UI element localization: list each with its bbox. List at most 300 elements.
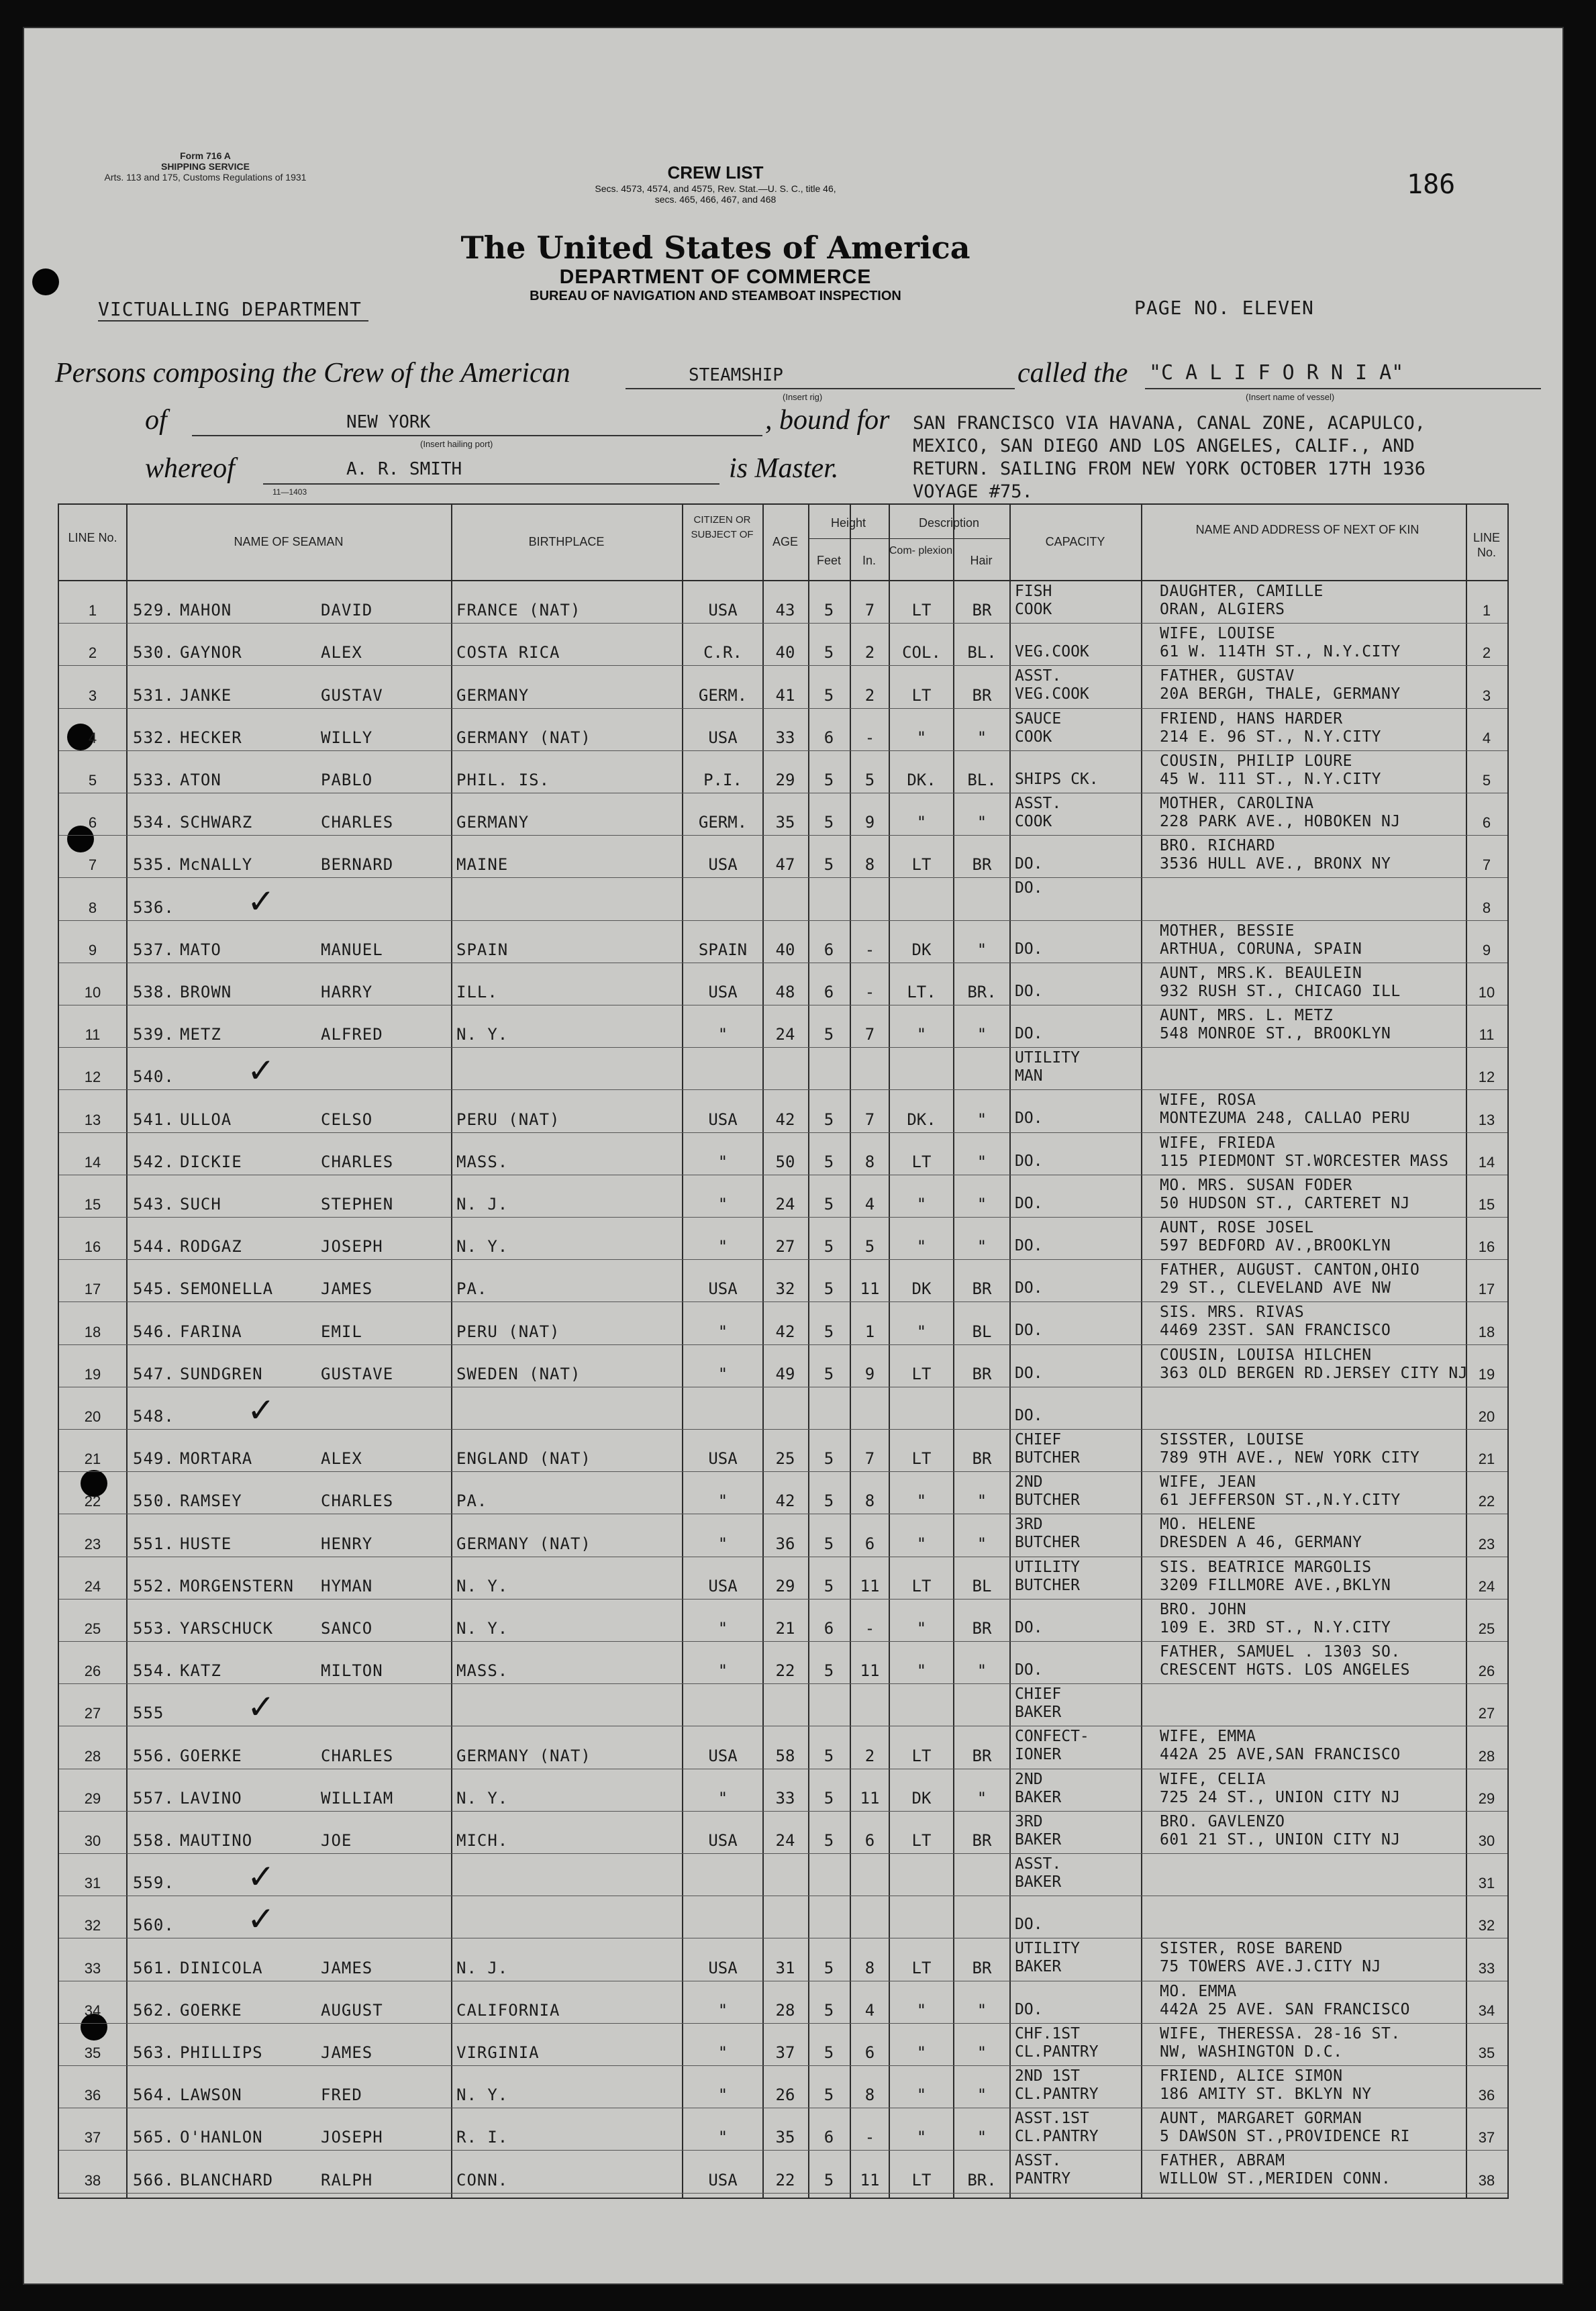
capacity-line: BUTCHER: [1015, 1576, 1080, 1594]
hair: BL.: [967, 643, 997, 662]
citizenship: USA: [708, 1110, 738, 1129]
line-number: 25: [84, 1620, 101, 1637]
complexion: ": [916, 728, 927, 747]
kin-line: FATHER, ABRAM: [1160, 2152, 1285, 2170]
kin-line: 20A BERGH, THALE, GERMANY: [1160, 685, 1401, 703]
line-number-right: 1: [1482, 602, 1491, 620]
kin-line: MOTHER, CAROLINA: [1160, 795, 1314, 812]
height-feet: 5: [824, 1449, 834, 1469]
citizenship: USA: [708, 1958, 738, 1977]
line-number-right: 12: [1478, 1069, 1495, 1086]
age: 41: [775, 685, 795, 705]
citizenship: ": [717, 1025, 728, 1044]
height-feet: 5: [824, 1830, 834, 1850]
line-number-right: 5: [1482, 771, 1491, 789]
citizenship: GERM.: [698, 813, 748, 832]
complexion: LT: [911, 1152, 932, 1171]
height-feet: 5: [824, 813, 834, 832]
capacity-line: DO.: [1015, 1618, 1043, 1636]
birthplace: COSTA RICA: [456, 643, 560, 662]
table-row: [59, 1726, 1507, 1769]
height-feet: 6: [824, 728, 834, 747]
table-row: [59, 2151, 1507, 2193]
hair: BR: [972, 685, 992, 705]
col-name: NAME OF SEAMAN: [234, 535, 344, 548]
capacity-line: [1015, 1134, 1043, 1152]
birthplace: PHIL. IS.: [456, 770, 550, 789]
height-feet: 5: [824, 1746, 834, 1765]
capacity-line: CONFECT-: [1015, 1728, 1089, 1746]
seaman-surname: DICKIE: [180, 1152, 242, 1171]
seaman-surname: PHILLIPS: [180, 2043, 263, 2062]
height-inches: -: [864, 2128, 875, 2147]
birthplace: MASS.: [456, 1661, 509, 1681]
citizenship: USA: [708, 1449, 738, 1469]
seaman-surname: MAHON: [180, 601, 232, 620]
citizenship: GERM.: [698, 685, 748, 705]
capacity-line: [1015, 1643, 1043, 1661]
table-row: [59, 1684, 1507, 1726]
table-row: [59, 1387, 1507, 1430]
line-number: 27: [84, 1705, 101, 1722]
birthplace: GERMANY (NAT): [456, 728, 591, 747]
line-number: 29: [84, 1789, 101, 1807]
height-feet: 6: [824, 2128, 834, 2147]
kin-line: SIS. MRS. RIVAS: [1160, 1304, 1305, 1322]
table-row: [59, 1812, 1507, 1854]
kin-line: 601 21 ST., UNION CITY NJ: [1160, 1830, 1401, 1849]
seaman-name: [133, 1873, 421, 1892]
line-number-right: 6: [1482, 814, 1491, 832]
seaman-given-name: JAMES: [321, 2043, 373, 2062]
capacity: [1015, 1516, 1080, 1552]
capacity: [1015, 1091, 1043, 1128]
rig-value: STEAMSHIP: [689, 365, 783, 385]
hair: BR: [972, 1830, 992, 1850]
height-feet: 5: [824, 1025, 834, 1044]
hair: ": [977, 1788, 987, 1808]
age: 29: [775, 1576, 795, 1595]
line-number-right: 7: [1482, 856, 1491, 874]
capacity-line: DO.: [1015, 855, 1043, 873]
kin-line: 186 AMITY ST. BKLYN NY: [1160, 2085, 1372, 2103]
seaman-number: 564.: [133, 2085, 174, 2105]
capacity-line: CL.PANTRY: [1015, 2128, 1099, 2146]
capacity: [1015, 752, 1099, 789]
kin-line: 5 DAWSON ST.,PROVIDENCE RI: [1160, 2128, 1411, 2146]
age: 50: [775, 1152, 795, 1171]
seaman-given-name: ALEX: [321, 1449, 362, 1469]
height-inches: -: [864, 982, 875, 1001]
line-number: 14: [84, 1153, 101, 1171]
capacity-line: DO.: [1015, 1661, 1043, 1679]
citizenship: ": [717, 1661, 728, 1681]
seaman-surname: GOERKE: [180, 2000, 242, 2020]
age: 29: [775, 770, 795, 789]
birthplace: N. Y.: [456, 2085, 509, 2105]
capacity-line: DO.: [1015, 2000, 1043, 2018]
complexion: ": [916, 2128, 927, 2147]
kin-line: FATHER, AUGUST. CANTON,OHIO: [1160, 1261, 1420, 1279]
seaman-number: 555: [133, 1704, 164, 1723]
seaman-given-name: JAMES: [321, 1958, 373, 1977]
seaman-name: [133, 1959, 421, 1977]
capacity-line: [1015, 837, 1043, 855]
complexion: DK: [911, 1788, 932, 1808]
complexion: ": [916, 1618, 927, 1638]
capacity-line: CHF.1ST: [1015, 2024, 1080, 2043]
seaman-number: 534.: [133, 813, 174, 832]
seaman-given-name: ALFRED: [321, 1025, 383, 1044]
capacity-line: DO.: [1015, 940, 1043, 958]
line-number: 3: [88, 687, 97, 704]
birthplace: N. J.: [456, 1958, 509, 1977]
citizenship: USA: [708, 2170, 738, 2190]
seaman-given-name: EMIL: [321, 1322, 362, 1341]
citizenship: USA: [708, 1746, 738, 1765]
of-text: of: [145, 405, 167, 436]
line-number-right: 29: [1478, 1789, 1495, 1807]
seaman-number: 558.: [133, 1830, 174, 1850]
hair: BR: [972, 855, 992, 875]
table-row: [59, 836, 1507, 878]
form-regs: Arts. 113 and 175, Customs Regulations of 1931: [104, 172, 307, 183]
seaman-given-name: ALEX: [321, 643, 362, 662]
capacity: [1015, 1219, 1043, 1255]
hair: ": [977, 1025, 987, 1044]
height-inches: 2: [864, 643, 875, 662]
capacity-line: DO.: [1015, 1237, 1043, 1255]
capacity-line: DO.: [1015, 982, 1043, 1000]
country-heading: The United States of America: [460, 230, 970, 266]
next-of-kin: [1160, 1091, 1410, 1128]
kin-line: 548 MONROE ST., BROOKLYN: [1160, 1025, 1391, 1042]
complexion: LT: [911, 2170, 932, 2190]
age: 35: [775, 813, 795, 832]
table-row: [59, 1005, 1507, 1048]
seaman-given-name: HYMAN: [321, 1576, 373, 1595]
height-inches: -: [864, 1618, 875, 1638]
height-inches: 7: [864, 1025, 875, 1044]
capacity-line: [1015, 1219, 1043, 1237]
seaman-surname: YARSCHUCK: [180, 1618, 274, 1638]
seaman-name: [133, 1534, 421, 1553]
hair: ": [977, 2085, 987, 2105]
complexion: LT: [911, 1830, 932, 1850]
kin-line: WIFE, LOUISE: [1160, 625, 1276, 643]
seaman-number: 540.: [133, 1067, 174, 1087]
kin-line: ARTHUA, CORUNA, SPAIN: [1160, 940, 1362, 958]
complexion: LT: [911, 1746, 932, 1765]
line-number: 12: [84, 1069, 101, 1086]
line-number: 32: [84, 1917, 101, 1934]
capacity-line: SAUCE: [1015, 709, 1062, 728]
seaman-given-name: PABLO: [321, 770, 373, 789]
kin-line: 45 W. 111 ST., N.Y.CITY: [1160, 770, 1381, 788]
form-title: CREW LIST: [667, 162, 764, 183]
line-number-right: 9: [1482, 941, 1491, 958]
line-number-right: 30: [1478, 1832, 1495, 1849]
col-feet: Feet: [816, 554, 842, 567]
hair: BR: [972, 601, 992, 620]
seaman-given-name: CHARLES: [321, 1152, 394, 1171]
height-inches: 7: [864, 1110, 875, 1129]
line-number-right: 23: [1478, 1535, 1495, 1553]
seaman-surname: DINICOLA: [180, 1958, 263, 1977]
seaman-name: [133, 1025, 421, 1044]
seaman-number: 539.: [133, 1025, 174, 1044]
height-feet: 6: [824, 940, 834, 959]
birthplace: FRANCE (NAT): [456, 601, 581, 620]
capacity: [1015, 1559, 1080, 1595]
hair: BR: [972, 1958, 992, 1977]
table-row: [59, 963, 1507, 1005]
kin-line: FATHER, GUSTAV: [1160, 667, 1295, 685]
citizenship: ": [717, 1152, 728, 1171]
capacity-line: [1015, 1261, 1043, 1279]
line-number-right: 10: [1478, 983, 1495, 1001]
persons-text: Persons composing the Crew of the American: [55, 358, 570, 389]
seaman-name: [133, 1661, 421, 1680]
seaman-name: [133, 2043, 421, 2062]
line-number: 34: [84, 2002, 101, 2019]
complexion: ": [916, 1322, 927, 1341]
bureau-heading: BUREAU OF NAVIGATION AND STEAMBOAT INSPECTION: [530, 289, 901, 303]
capacity-line: SHIPS CK.: [1015, 770, 1099, 788]
capacity-line: UTILITY: [1015, 1940, 1080, 1958]
hair: BR: [972, 1279, 992, 1299]
seaman-name: [133, 728, 421, 747]
kin-line: MO. MRS. SUSAN FODER: [1160, 1176, 1352, 1194]
seaman-surname: RODGAZ: [180, 1237, 242, 1257]
seaman-name: [133, 1747, 421, 1765]
seaman-surname: BROWN: [180, 982, 232, 1001]
line-number-right: 14: [1478, 1153, 1495, 1171]
seaman-surname: KATZ: [180, 1661, 221, 1681]
height-feet: 5: [824, 1279, 834, 1299]
punch-hole-1: [32, 268, 59, 295]
birthplace: R. I.: [456, 2128, 509, 2147]
citizenship: C.R.: [703, 643, 742, 662]
col-inches: In.: [862, 554, 876, 567]
hair: BR: [972, 1746, 992, 1765]
seaman-number: 553.: [133, 1618, 174, 1638]
kin-line: SIS. BEATRICE MARGOLIS: [1160, 1558, 1372, 1576]
birthplace: N. Y.: [456, 1237, 509, 1257]
height-inches: 11: [860, 2170, 880, 2190]
capacity-line: [1015, 1007, 1043, 1025]
next-of-kin: [1160, 1473, 1401, 1510]
seaman-given-name: JOSEPH: [321, 2128, 383, 2147]
seaman-number: 545.: [133, 1279, 174, 1299]
complexion: ": [916, 813, 927, 832]
height-feet: 5: [824, 1364, 834, 1383]
seaman-surname: HECKER: [180, 728, 242, 747]
seaman-surname: SUNDGREN: [180, 1364, 263, 1383]
height-feet: 5: [824, 1576, 834, 1595]
whereof-text: whereof: [145, 453, 235, 484]
seaman-number: 541.: [133, 1110, 174, 1129]
line-number: 37: [84, 2129, 101, 2147]
age: 33: [775, 1788, 795, 1808]
capacity-line: DO.: [1015, 1916, 1043, 1934]
height-feet: 5: [824, 1237, 834, 1257]
kin-line: BRO. GAVLENZO: [1160, 1812, 1285, 1830]
table-row: [59, 1302, 1507, 1344]
seaman-name: [133, 1789, 421, 1808]
seaman-surname: BLANCHARD: [180, 2170, 274, 2190]
next-of-kin: [1160, 922, 1362, 958]
checkmark-icon: ✓: [247, 1390, 275, 1430]
complexion: DK: [911, 940, 932, 959]
capacity-line: DO.: [1015, 1025, 1043, 1042]
capacity-line: COOK: [1015, 813, 1052, 830]
capacity-line: BAKER: [1015, 1704, 1062, 1722]
capacity: [1015, 583, 1052, 619]
next-of-kin: [1160, 2067, 1372, 2104]
next-of-kin: [1160, 752, 1381, 789]
complexion: LT: [911, 685, 932, 705]
col-citizen: CITIZEN OR SUBJECT OF: [691, 514, 754, 540]
seaman-given-name: CELSO: [321, 1110, 373, 1129]
table-row: [59, 1175, 1507, 1218]
capacity-line: ASST.: [1015, 667, 1062, 685]
line-number-right: 26: [1478, 1663, 1495, 1680]
table-row: [59, 1514, 1507, 1557]
line-number: 4: [88, 729, 97, 746]
line-number-right: 34: [1478, 2002, 1495, 2019]
table-row: [59, 1769, 1507, 1812]
line-number-right: 25: [1478, 1620, 1495, 1637]
capacity-line: [1015, 1177, 1043, 1195]
height-inches: 11: [860, 1788, 880, 1808]
height-inches: 9: [864, 813, 875, 832]
height-feet: 6: [824, 982, 834, 1001]
birthplace: N. Y.: [456, 1618, 509, 1638]
seaman-number: 561.: [133, 1958, 174, 1977]
capacity-line: DO.: [1015, 879, 1043, 897]
table-row: [59, 666, 1507, 708]
birthplace: MAINE: [456, 855, 509, 875]
seaman-given-name: STEPHEN: [321, 1194, 394, 1214]
citizenship: SPAIN: [698, 940, 748, 959]
seaman-name: [133, 1110, 421, 1129]
line-number: 28: [84, 1747, 101, 1765]
citizenship: USA: [708, 982, 738, 1001]
capacity: [1015, 1643, 1043, 1679]
next-of-kin: [1160, 965, 1401, 1001]
capacity-line: COOK: [1015, 728, 1052, 746]
kin-line: 75 TOWERS AVE.J.CITY NJ: [1160, 1958, 1381, 1976]
capacity: [1015, 625, 1089, 661]
seaman-surname: MORTARA: [180, 1449, 253, 1469]
route-line-2: MEXICO, SAN DIEGO AND LOS ANGELES, CALIF., AND: [913, 436, 1415, 456]
next-of-kin: [1160, 710, 1381, 746]
seaman-given-name: HARRY: [321, 982, 373, 1001]
kin-line: FRIEND, HANS HARDER: [1160, 709, 1343, 728]
height-feet: 6: [824, 1618, 834, 1638]
kin-line: 228 PARK AVE., HOBOKEN NJ: [1160, 813, 1401, 830]
height-inches: 6: [864, 1830, 875, 1850]
complexion: ": [916, 1491, 927, 1511]
line-number-right: 19: [1478, 1365, 1495, 1383]
line-number-right: 13: [1478, 1111, 1495, 1128]
complexion: LT: [911, 1449, 932, 1469]
kin-line: WIFE, FRIEDA: [1160, 1134, 1276, 1152]
seaman-number: 532.: [133, 728, 174, 747]
col-complexion: Com- plexion: [889, 545, 953, 556]
height-inches: 7: [864, 1449, 875, 1469]
next-of-kin: [1160, 2025, 1401, 2061]
page-label: PAGE NO. ELEVEN: [1134, 297, 1314, 319]
table-row: [59, 878, 1507, 920]
capacity: [1015, 922, 1043, 958]
seaman-name: [133, 1831, 421, 1850]
birthplace: MASS.: [456, 1152, 509, 1171]
capacity: [1015, 1177, 1043, 1213]
height-feet: 5: [824, 685, 834, 705]
hair: ": [977, 1237, 987, 1257]
line-number-right: 38: [1478, 2171, 1495, 2189]
capacity: [1015, 837, 1043, 873]
seaman-surname: MORGENSTERN: [180, 1576, 294, 1595]
capacity-line: CL.PANTRY: [1015, 2085, 1099, 2103]
seaman-given-name: MILTON: [321, 1661, 383, 1681]
line-number: 30: [84, 1832, 101, 1849]
complexion: COL.: [902, 643, 941, 662]
next-of-kin: [1160, 837, 1391, 873]
capacity: [1015, 1601, 1043, 1637]
kin-line: AUNT, MRS. L. METZ: [1160, 1007, 1334, 1024]
height-inches: 11: [860, 1661, 880, 1681]
capacity-line: [1015, 1601, 1043, 1619]
next-of-kin: [1160, 1771, 1401, 1807]
seaman-name: [133, 1577, 421, 1595]
capacity-line: BAKER: [1015, 1788, 1062, 1806]
seaman-surname: SCHWARZ: [180, 813, 253, 832]
table-row: [59, 1133, 1507, 1175]
height-feet: 5: [824, 1534, 834, 1553]
line-number: 2: [88, 644, 97, 662]
next-of-kin: [1160, 1643, 1410, 1679]
seaman-given-name: DAVID: [321, 601, 373, 620]
birthplace: GERMANY: [456, 813, 530, 832]
next-of-kin: [1160, 795, 1401, 831]
route-line-1: SAN FRANCISCO VIA HAVANA, CANAL ZONE, ACAPULCO,: [913, 413, 1426, 434]
height-inches: 8: [864, 1491, 875, 1511]
line-number: 13: [84, 1111, 101, 1128]
col-height: Height: [830, 516, 866, 530]
birthplace: GERMANY (NAT): [456, 1534, 591, 1553]
capacity: [1015, 667, 1089, 703]
seaman-given-name: MANUEL: [321, 940, 383, 959]
seaman-name: [133, 1704, 421, 1722]
birthplace: CONN.: [456, 2170, 509, 2190]
line-number-right: 17: [1478, 1281, 1495, 1298]
called-text: called the: [1017, 358, 1128, 389]
birthplace: CALIFORNIA: [456, 2000, 560, 2020]
capacity: [1015, 2067, 1099, 2104]
complexion: ": [916, 1534, 927, 1553]
seaman-number: 556.: [133, 1746, 174, 1765]
kin-line: AUNT, MRS.K. BEAULEIN: [1160, 964, 1362, 982]
kin-line: 29 ST., CLEVELAND AVE NW: [1160, 1279, 1391, 1297]
seaman-name: [133, 1322, 421, 1341]
next-of-kin: [1160, 1728, 1401, 1764]
height-inches: 4: [864, 2000, 875, 2020]
kin-line: NW, WASHINGTON D.C.: [1160, 2043, 1343, 2061]
kin-line: 61 W. 114TH ST., N.Y.CITY: [1160, 643, 1401, 661]
